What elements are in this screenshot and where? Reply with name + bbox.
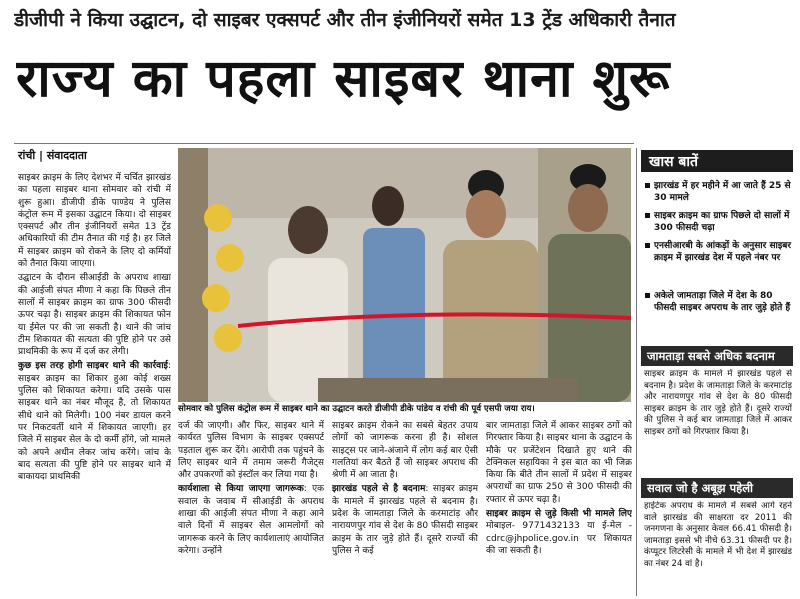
- jamtara-section-title: जामताड़ा सबसे अधिक बदनाम: [641, 346, 793, 366]
- article-paragraph: साइबर क्राइम रोकने का सबसे बेहतर उपाय लोगों को जागरूक करना ही है। सोशल साइट्स पर जाने-अंजाने में लोग कई बार ऐसी गलतियां कर बैठते हैं जो साइबर अपराध की श्रेणी में आ जाता है।: [332, 421, 478, 481]
- fact-item: अकेले जामताड़ा जिले में देश के 80 फीसदी साइबर अपराध के तार जुड़े होते हैं: [644, 290, 792, 314]
- article-subhead: साइबर क्राइम से जुड़े किसी भी मामले लिए: [486, 509, 632, 520]
- fact-item: साइबर क्राइम का ग्राफ पिछले दो सालों में 300 फीसदी चढ़ा: [644, 210, 792, 234]
- article-paragraph: : एक सवाल के जवाब में सीआईडी के अपराध शाखा की आईजी संपत मीणा ने कहा आने वाले दिनों में साइबर सेल आमलोगों को जागरूक करने के लिए कार्यशालाएं आयोजित करेगा। उन्होंने: [178, 484, 324, 556]
- article-subhead: झारखंड पहले से है बदनाम: [332, 484, 426, 495]
- puzzle-section-title: सवाल जो है अबूझ पहेली: [641, 478, 793, 498]
- article-column-1: [18, 172, 171, 597]
- fact-item: एनसीआरबी के आंकड़ों के अनुसार साइबर क्राइम में झारखंड देश में पहले नंबर पर: [644, 240, 792, 264]
- sidebar-divider: [636, 148, 637, 596]
- photo-caption: सोमवार को पुलिस कंट्रोल रूम में साइबर थाने का उद्घाटन करते डीजीपी डीके पांडेय व रांची की पूर्व एसपी जया राय।: [178, 404, 535, 414]
- byline: रांची | संवाददाता: [18, 149, 87, 162]
- photo-illustration: [178, 148, 631, 402]
- article-column-4: [486, 420, 632, 596]
- puzzle-section-text: हाईटेक अपराध के मामले में सबसे आगे रहने वाले झारखंड की साक्षरता दर 2011 की जनगणना के अनुसार केवल 66.41 फीसदी है। जामताड़ा इससे भी नीचे 63.31 फीसदी पर है। कंप्यूटर लिटरेसी के मामले में भी देश में झारखंड का नंबर 24 वां है।: [644, 501, 792, 569]
- article-column-2: [178, 420, 324, 596]
- article-paragraph: दर्ज की जाएगी। और फिर, साइबर थाने में कार्यरत पुलिस विभाग के साइबर एक्सपर्ट पड़ताल शुरू कर देंगे। आरोपी तक पहुंचने के लिए साइबर थाने में तमाम जरूरी गैजेट्स और उपकरणों को इंस्टॉल कर लिया गया है।: [178, 421, 324, 481]
- article-column-3: [332, 420, 478, 596]
- headline-divider: [14, 143, 634, 144]
- article-paragraph: : साइबर क्राइम के मामले में झारखंड पहले से बदनाम है। प्रदेश के जामताड़ा जिले के करमाटांड़ और नारायणपुर गांव से देश के 80 फीसदी साइबर क्राइम के तार जुड़े होते हैं। दूसरे राज्यों की पुलिस ने कई: [332, 484, 478, 556]
- article-subhead: कार्यशाला से किया जाएगा जागरूक: [178, 484, 304, 495]
- jamtara-section-text: साइबर क्राइम के मामले में झारखंड पहले से बदनाम है। प्रदेश के जामताड़ा जिले के करमाटांड़ और नारायणपुर गांव से देश के 80 फीसदी साइबर क्राइम के तार जुड़े होते हैं। दूसरे राज्यों की पुलिस ने कई बार जामताड़ा जिले में आकर साइबर ठगों को गिरफ्तार किया है।: [644, 369, 792, 437]
- article-paragraph: साइबर क्राइम के लिए देशभर में चर्चित झारखंड का पहला साइबर थाना सोमवार को रांची में शुरू हुआ। डीजीपी डीके पाण्डेय ने पुलिस कंट्रोल रूम में इसका उद्घाटन किया। दो साइबर एक्सपर्ट और तीन इंजीनियरों समेत 13 ट्रेंड अधिकारियों की टीम तैनात की गई है। हर जिले में साइबर क्राइम को रोकने के लिए दो कर्मियों को तैनात किया जाएगा।: [18, 173, 171, 270]
- facts-box-title: खास बातें: [641, 150, 793, 172]
- main-headline: राज्य का पहला साइबर थाना शुरू: [16, 49, 671, 109]
- kicker-headline: डीजीपी ने किया उद्घाटन, दो साइबर एक्सपर्ट और तीन इंजीनियरों समेत 13 ट्रेंड अधिकारी तैनात: [14, 9, 676, 31]
- article-paragraph: उद्घाटन के दौरान सीआईडी के अपराध शाखा की आईजी संपत मीणा ने कहा कि पिछले तीन सालों में साइबर क्राइम का ग्राफ 300 फीसदी ऊपर चढ़ा है। साइबर क्राइम की शिकायत फोन या ईमेल पर की जा सकती है। थाने की जांच टीम शिकायत की सत्यता की पुष्टि होने पर उसे प्राथमिकी के रूप में दर्ज कर लेगी।: [18, 273, 171, 358]
- inauguration-photo: [178, 148, 631, 402]
- fact-item: झारखंड में हर महीने में आ जाते हैं 25 से 30 मामले: [644, 180, 792, 204]
- article-subhead: कुछ इस तरह होगी साइबर थाने की कार्रवाई: [18, 361, 168, 372]
- article-paragraph: मोबाइल- 9771432133 या ई-मेल - cdrc@jhpolice.gov.in पर शिकायत की जा सकती है।: [486, 521, 632, 556]
- article-paragraph: : साइबर क्राइम का शिकार हुआ कोई शख्स पुलिस को शिकायत करेगा। यदि उसके पास साइबर थाने का नंबर मौजूद है, तो शिकायत सीधे थाने को मिलेगी। 100 नंबर डायल करने पर निकटवर्ती थाने में शिकायत जाएगी। हर जिले में साइबर सेल के दो कर्मी होंगे, जो मामले को अपने अधीन लेकर जांच करेंगे। जांच के बाद सत्यता की पुष्टि होने पर साइबर थाने में बाकायदा प्राथमिकी: [18, 361, 171, 483]
- article-paragraph: बार जामताड़ा जिले में आकर साइबर ठगों को गिरफ्तार किया है। साइबर थाना के उद्घाटन के मौके पर प्रजेंटेशन दिखाते हुए थाने की टेक्निकल सहायिका ने इस बात का भी जिक्र किया कि बीते तीन सालों में प्रदेश में साइबर अपराधों का ग्राफ 250 से 300 फीसदी की रफ्तार से ऊपर चढ़ा है।: [486, 421, 632, 505]
